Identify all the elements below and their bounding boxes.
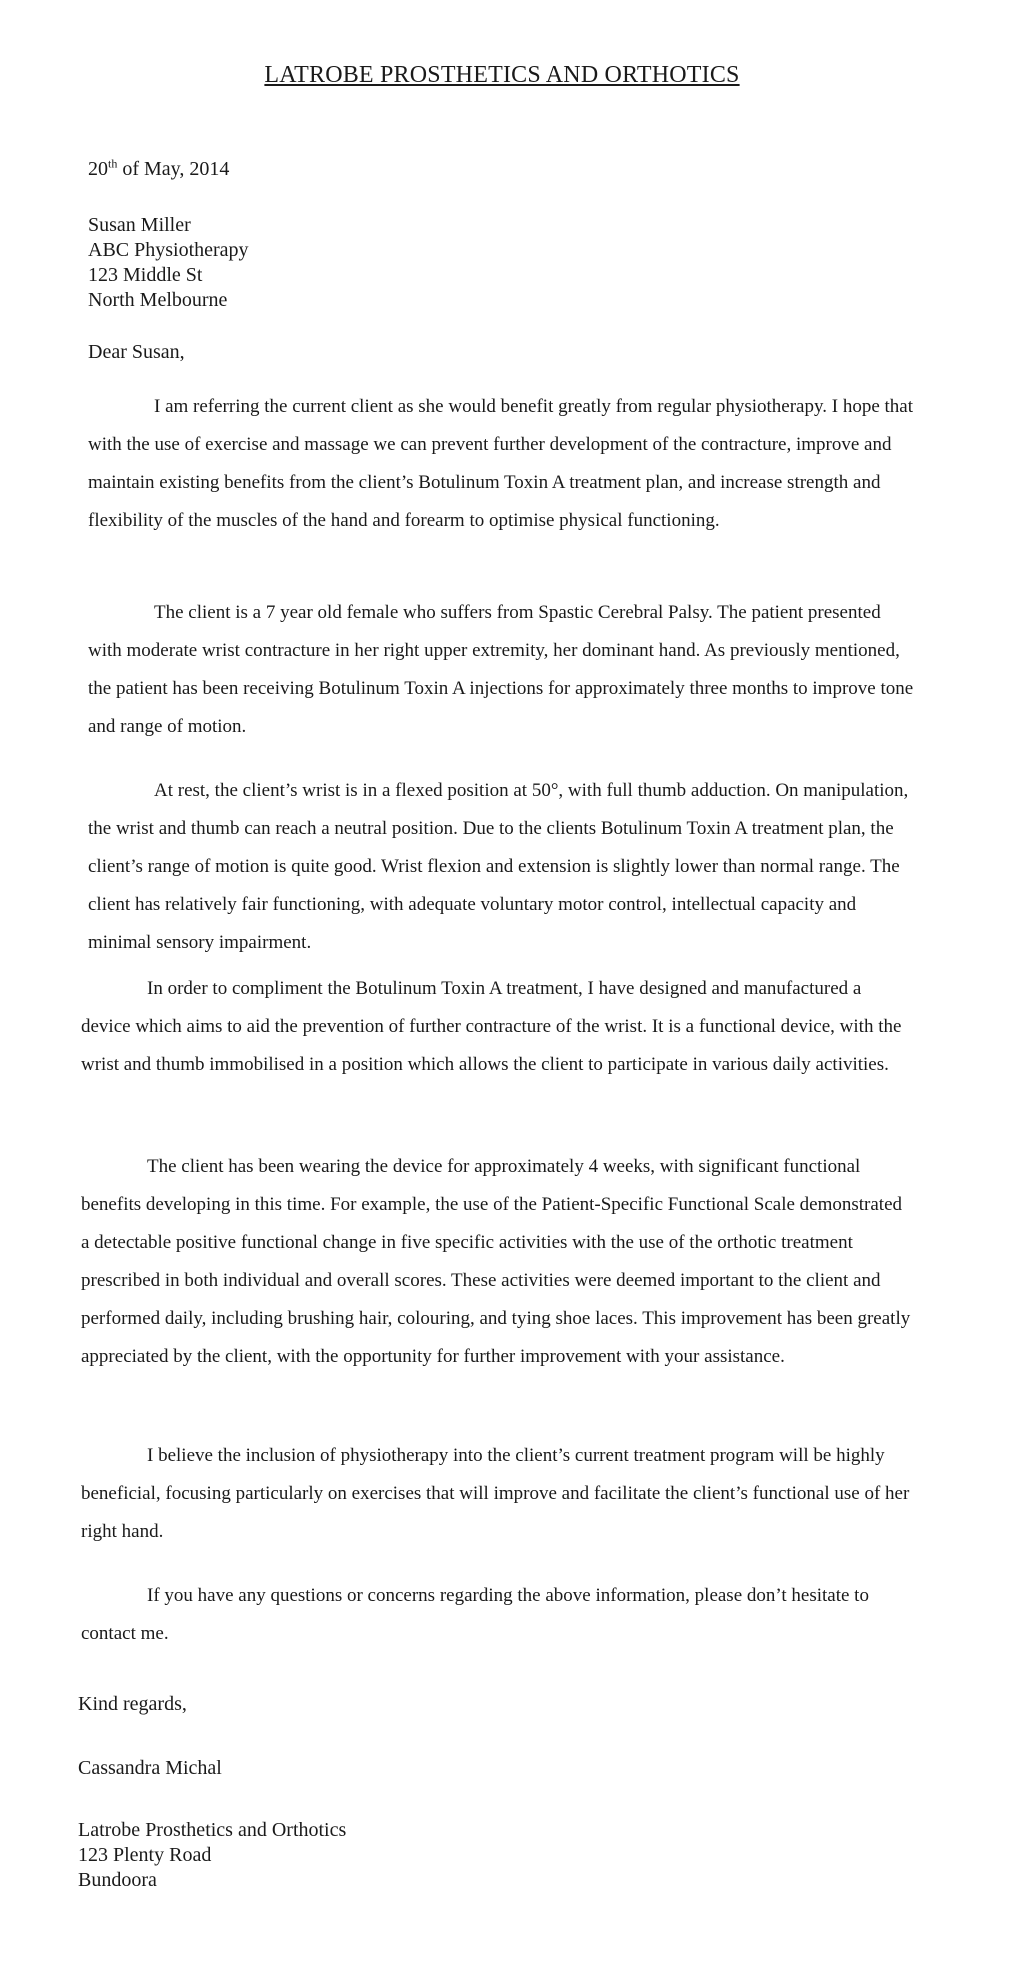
body-paragraph-recommendation: I believe the inclusion of physiotherapy into the client’s current treatment program will be highly beneficial, focusing particularly on exercises that will improve and facilitate the client’s functional use of her right hand. — [81, 1445, 910, 1542]
body-paragraph-device: In order to compliment the Botulinum Toxin A treatment, I have designed and manufactured a device which aims to aid the prevention of further contracture of the wrist. It is a functional device, with the wrist and thumb immobilised in a position which allows the client to participate in various daily activities. — [81, 978, 902, 1075]
body-paragraph-referral: I am referring the current client as she would benefit greatly from regular physiotherapy. I hope that with the use of exercise and massage we can prevent further development of the contracture, improve and maintain existing benefits from the client’s Botulinum Toxin A treatment plan, and increase strength and flexibility of the muscles of the hand and forearm to optimise physical functioning. — [88, 396, 914, 531]
sender-suburb: Bundoora — [78, 1869, 157, 1891]
sender-address — [78, 1818, 346, 1893]
signer-name: Cassandra Michal — [78, 1757, 222, 1779]
recipient-address — [88, 213, 249, 313]
body-paragraph-outcomes: The client has been wearing the device for approximately 4 weeks, with significant functional benefits developing in this time. For example, the use of the Patient-Specific Functional Scale demonstrated a detectable positive functional change in five specific activities with the use of the orthotic treatment prescribed in both individual and overall scores. These activities were deemed important to the client and performed daily, including brushing hair, colouring, and tying shoe laces. This improvement has been greatly appreciated by the client, with the opportunity for further improvement with your assistance. — [81, 1156, 911, 1367]
recipient-organisation: ABC Physiotherapy — [88, 239, 249, 261]
recipient-suburb: North Melbourne — [88, 289, 228, 311]
date-month-year: of May, 2014 — [117, 158, 230, 180]
recipient-street: 123 Middle St — [88, 264, 203, 286]
letter-date — [88, 158, 229, 181]
body-paragraph-contact: If you have any questions or concerns regarding the above information, please don’t hesitate to contact me. — [81, 1585, 869, 1644]
body-paragraph-assessment: At rest, the client’s wrist is in a flexed position at 50°, with full thumb adduction. On manipulation, the wrist and thumb can reach a neutral position. Due to the clients Botulinum Toxin A treatment plan, the client’s range of motion is quite good. Wrist flexion and extension is slightly lower than normal range. The client has relatively fair functioning, with adequate voluntary motor control, intellectual capacity and minimal sensory impairment. — [88, 780, 909, 953]
salutation: Dear Susan, — [88, 341, 185, 363]
closing: Kind regards, — [78, 1693, 187, 1715]
letterhead-title: LATROBE PROSTHETICS AND ORTHOTICS — [264, 62, 740, 88]
date-ordinal-suffix: th — [108, 156, 118, 171]
recipient-name: Susan Miller — [88, 214, 191, 236]
body-paragraph-client-background: The client is a 7 year old female who suffers from Spastic Cerebral Palsy. The patient presented with moderate wrist contracture in her right upper extremity, her dominant hand. As previously mentioned, the patient has been receiving Botulinum Toxin A injections for approximately three months to improve tone and range of motion. — [88, 602, 914, 737]
sender-street: 123 Plenty Road — [78, 1844, 212, 1866]
date-day: 20 — [88, 158, 108, 180]
sender-organisation: Latrobe Prosthetics and Orthotics — [78, 1819, 347, 1841]
